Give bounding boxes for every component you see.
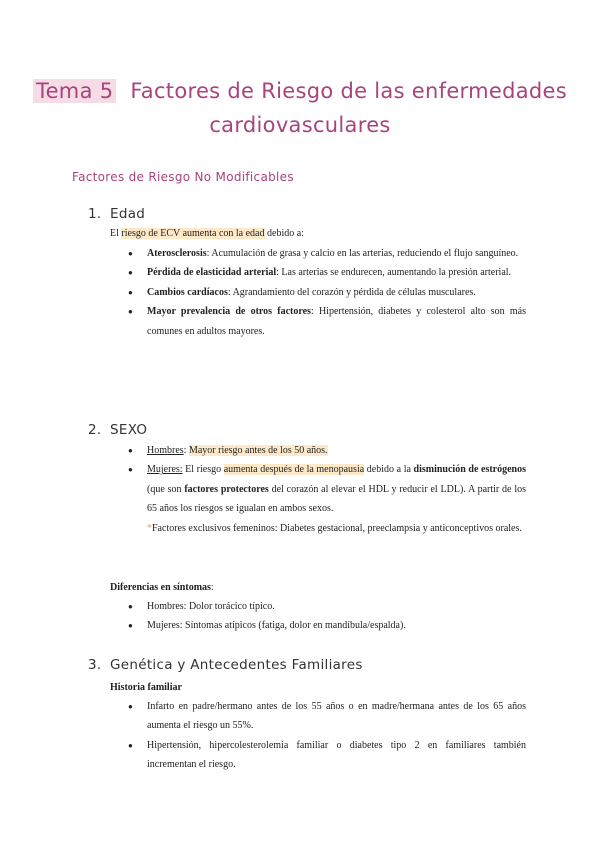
subtitle: Factores de Riesgo No Modificables [72, 170, 294, 184]
page-title [0, 74, 600, 142]
genetica-list [126, 697, 526, 775]
list-item: ● Infarto en padre/hermano antes de los 55 años o en madre/hermana antes de los 65 años aumenta el riesgo un 55%. [126, 697, 526, 736]
section-title: Edad [110, 206, 146, 222]
historia-title: Historia familiar [110, 682, 182, 693]
title-line1: Factores de Riesgo de las enfermedades [130, 79, 567, 103]
list-item: ● Aterosclerosis: Acumulación de grasa y calcio en las arterias, reduciendo el flujo sanguíneo. [126, 244, 526, 263]
title-line2: cardiovasculares [209, 113, 391, 137]
list-item: ● Mayor prevalencia de otros factores: Hipertensión, diabetes y colesterol alto son más comunes en adultos mayores. [126, 302, 526, 341]
section-heading-sexo [88, 422, 147, 438]
section-number: 2. [88, 422, 102, 438]
highlight: Mayor riesgo antes de los 50 años. [188, 445, 328, 456]
section-heading-edad [88, 206, 145, 222]
highlight: aumenta después de la menopausia [223, 464, 365, 476]
sexo-list [126, 441, 526, 538]
section-heading-genetica [88, 657, 363, 673]
section-title: SEXO [110, 422, 148, 438]
edad-list [126, 244, 526, 341]
list-item: ● Mujeres: El riesgo aumenta después de la menopausia debido a la disminución de estrógenos (que son factores protectores del corazón al elevar el HDL y reducir el LDL). A partir de los 65 años los riesgos se igualan en ambos sexos. [126, 460, 526, 518]
section-number: 1. [88, 206, 102, 222]
list-item: ● Cambios cardíacos: Agrandamiento del corazón y pérdida de células musculares. [126, 283, 526, 302]
list-item: ● Hombres: Dolor torácico típico. [126, 597, 526, 616]
highlight: riesgo de ECV aumenta con la edad [121, 228, 265, 239]
title-tema: Tema 5 [33, 79, 116, 103]
list-item: ● Hombres: Mayor riesgo antes de los 50 años. [126, 441, 526, 460]
list-item: ● Pérdida de elasticidad arterial: Las arterias se endurecen, aumentando la presión arterial. [126, 263, 526, 282]
list-item: ● Mujeres: Síntomas atípicos (fatiga, dolor en mandíbula/espalda). [126, 616, 526, 635]
edad-intro: El riesgo de ECV aumenta con la edad debido a: [110, 228, 304, 239]
section-number: 3. [88, 657, 102, 673]
section-title: Genética y Antecedentes Familiares [110, 657, 363, 673]
diferencias-title: Diferencias en síntomas: [110, 582, 214, 593]
list-item: ● Hipertensión, hipercolesterolemia familiar o diabetes tipo 2 en familiares también incrementan el riesgo. [126, 736, 526, 775]
diferencias-list [126, 597, 526, 636]
note: *Factores exclusivos femeninos: Diabetes gestacional, preeclampsia y anticonceptivos orales. [147, 522, 522, 534]
